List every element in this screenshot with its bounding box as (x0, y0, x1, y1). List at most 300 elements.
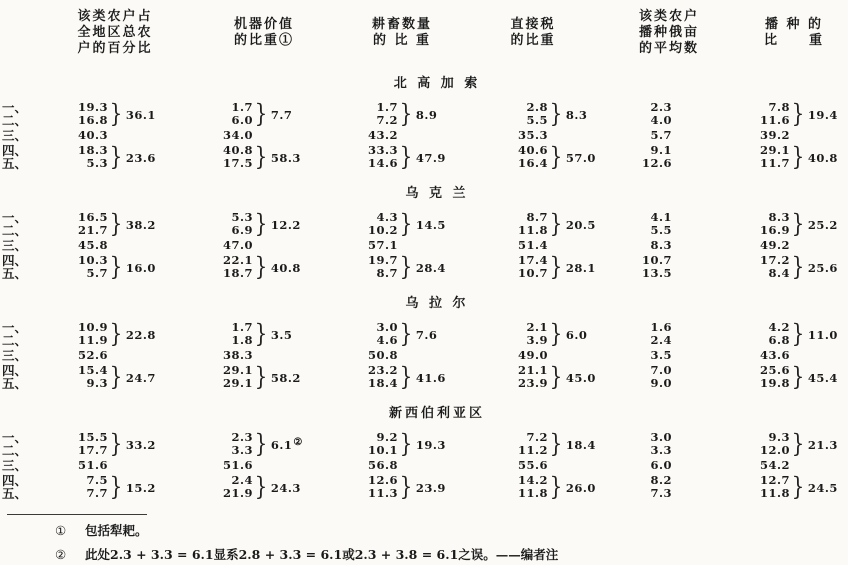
value-stack (480, 321, 548, 347)
value: 9.3 (86, 376, 108, 390)
value: 2.1 (526, 320, 548, 334)
value: 10.7 (641, 253, 672, 267)
value-group (740, 101, 848, 127)
sum-group (108, 321, 157, 347)
value-stack (480, 101, 548, 127)
value: 21.7 (77, 223, 108, 237)
value-group (740, 239, 848, 252)
column-header-sown-share (740, 6, 848, 60)
sum-group (398, 364, 447, 390)
label-group (2, 129, 40, 142)
value: 7.8 (768, 100, 790, 114)
value: 8.7 (376, 266, 398, 280)
value: 23.2 (367, 363, 398, 377)
sum-group (253, 101, 293, 127)
row-label: 三、 (2, 238, 28, 253)
value-group (480, 254, 622, 280)
value: 16.4 (517, 156, 548, 170)
value: 39.2 (759, 128, 790, 142)
value-stack (338, 211, 398, 237)
footnote-2-text: 此处2.3 + 3.3 = 6.1显系2.8 + 3.3 = 6.1或2.3 + 3.8 = 6.1之误。——编者注 (85, 547, 559, 562)
brace-icon: } (109, 362, 123, 391)
pair-sum: 24.3 (270, 480, 301, 495)
pair-sum: 40.8 (270, 260, 301, 275)
value-stack (190, 364, 253, 390)
pair-sum: 38.2 (125, 217, 156, 232)
value-stack (40, 459, 108, 472)
brace-icon: } (109, 319, 123, 348)
value: 9.0 (650, 376, 672, 390)
value: 43.2 (367, 128, 398, 142)
row-label: 四、 (2, 363, 28, 378)
value: 11.8 (517, 223, 548, 237)
value: 1.7 (231, 100, 253, 114)
value-stack (338, 144, 398, 170)
footnote-ref: ② (293, 436, 303, 448)
value: 16.8 (77, 113, 108, 127)
value-stack (740, 239, 790, 252)
value-group (740, 129, 848, 142)
pair-sum: 57.0 (565, 150, 596, 165)
value-stack (740, 364, 790, 390)
value-stack (480, 211, 548, 237)
brace-icon: } (791, 429, 805, 458)
row-labels (0, 321, 40, 390)
value: 23.9 (517, 376, 548, 390)
footnote-1-text: 包括犁耙。 (85, 523, 148, 538)
value-group (40, 254, 190, 280)
data-cell (338, 101, 480, 170)
data-cell (740, 431, 848, 500)
data-cell (190, 211, 338, 280)
data-cell (740, 321, 848, 390)
pair-sum: 25.6 (807, 260, 838, 275)
value-stack (190, 239, 253, 252)
sum-group (253, 364, 302, 390)
value: 12.7 (759, 473, 790, 487)
value-group (480, 459, 622, 472)
value-group (480, 474, 622, 500)
value: 9.1 (650, 143, 672, 157)
value-stack (338, 129, 398, 142)
table-body (0, 76, 848, 500)
label-stack (2, 129, 38, 142)
data-cell (740, 101, 848, 170)
value: 5.7 (650, 128, 672, 142)
value: 2.8 (526, 100, 548, 114)
value-group (480, 101, 622, 127)
label-group (2, 101, 40, 127)
value: 55.6 (517, 458, 548, 472)
value: 16.9 (759, 223, 790, 237)
pair-sum: 28.1 (565, 260, 596, 275)
value: 3.0 (376, 320, 398, 334)
section-rows (0, 211, 848, 280)
region-section (0, 76, 848, 170)
value-stack (740, 459, 790, 472)
value-stack (622, 129, 672, 142)
value-group (338, 101, 480, 127)
brace-icon: } (109, 99, 123, 128)
data-cell (40, 101, 190, 170)
data-cell (480, 431, 622, 500)
value-stack (480, 349, 548, 362)
label-stack (2, 364, 38, 390)
brace-icon: } (549, 252, 563, 281)
value-group (338, 459, 480, 472)
header-spacer (0, 6, 40, 60)
column-header-machine-value (190, 6, 338, 60)
brace-icon: } (399, 142, 413, 171)
value-group (338, 349, 480, 362)
value-stack (338, 101, 398, 127)
pair-sum: 33.2 (125, 437, 156, 452)
region-title: 乌 拉 尔 (405, 296, 469, 311)
data-cell (40, 211, 190, 280)
value: 18.4 (367, 376, 398, 390)
value: 6.8 (768, 333, 790, 347)
header-line: 播种俄亩 (638, 25, 699, 40)
value-stack (622, 474, 672, 500)
value-group (338, 129, 480, 142)
pair-sum: 21.3 (807, 437, 838, 452)
value: 12.6 (641, 156, 672, 170)
brace-icon: } (791, 319, 805, 348)
label-group (2, 474, 40, 500)
value: 12.0 (759, 443, 790, 457)
value-stack (338, 364, 398, 390)
pair-sum: 25.2 (807, 217, 838, 232)
value: 4.0 (650, 113, 672, 127)
value: 10.3 (77, 253, 108, 267)
pair-sum: 8.3 (565, 107, 588, 122)
sum-group (548, 254, 597, 280)
value-group (40, 349, 190, 362)
value: 12.6 (367, 473, 398, 487)
value-stack (740, 144, 790, 170)
value: 9.3 (768, 430, 790, 444)
value: 2.4 (650, 333, 672, 347)
value: 3.9 (526, 333, 548, 347)
value-group (622, 431, 740, 457)
region-section (0, 406, 848, 500)
value-group (622, 254, 740, 280)
data-cell (740, 211, 848, 280)
header-line: 的平均数 (638, 41, 699, 56)
value-group (40, 431, 190, 457)
header-line: 该类农户 (638, 9, 699, 24)
value-stack (622, 254, 672, 280)
value-stack (480, 239, 548, 252)
sum-group (548, 364, 597, 390)
value: 34.0 (222, 128, 253, 142)
value: 3.3 (231, 443, 253, 457)
value: 11.3 (367, 486, 398, 500)
footnote-1-marker: ① (55, 523, 67, 538)
value-stack (740, 474, 790, 500)
value: 10.9 (77, 320, 108, 334)
row-label: 五、 (2, 266, 28, 281)
sum-group (790, 254, 839, 280)
label-group (2, 364, 40, 390)
value: 8.7 (526, 210, 548, 224)
row-label: 四、 (2, 143, 28, 158)
pair-sum: 12.2 (270, 217, 301, 232)
value-group (740, 321, 848, 347)
value-group (480, 364, 622, 390)
value: 15.4 (77, 363, 108, 377)
brace-icon: } (791, 252, 805, 281)
value-group (40, 364, 190, 390)
value: 5.7 (86, 266, 108, 280)
value: 38.3 (222, 348, 253, 362)
value: 8.3 (650, 238, 672, 252)
value: 6.9 (231, 223, 253, 237)
brace-icon: } (791, 209, 805, 238)
value-group (40, 129, 190, 142)
pair-sum: 23.9 (415, 480, 446, 495)
value: 56.8 (367, 458, 398, 472)
value: 40.6 (517, 143, 548, 157)
value-group (480, 349, 622, 362)
value-stack (622, 101, 672, 127)
value-stack (740, 349, 790, 362)
value: 4.3 (376, 210, 398, 224)
data-cell (190, 431, 338, 500)
row-label: 三、 (2, 128, 28, 143)
brace-icon: } (549, 209, 563, 238)
pair-sum: 19.3 (415, 437, 446, 452)
label-stack (2, 239, 38, 252)
value: 51.6 (77, 458, 108, 472)
value: 7.3 (650, 486, 672, 500)
value: 15.5 (77, 430, 108, 444)
value: 43.6 (759, 348, 790, 362)
value-stack (480, 144, 548, 170)
value: 11.7 (759, 156, 790, 170)
value-group (740, 474, 848, 500)
header-line: 户的百分比 (77, 41, 153, 56)
value: 21.1 (517, 363, 548, 377)
table-header-row (0, 0, 848, 60)
value-group (622, 101, 740, 127)
sum-group (108, 431, 157, 457)
brace-icon: } (109, 429, 123, 458)
value-stack (740, 254, 790, 280)
value-group (740, 364, 848, 390)
value: 7.7 (86, 486, 108, 500)
sum-group (398, 474, 447, 500)
value: 40.8 (222, 143, 253, 157)
value: 51.6 (222, 458, 253, 472)
header-line: 全地区总农 (77, 25, 153, 40)
brace-icon: } (791, 472, 805, 501)
pair-sum: 19.4 (807, 107, 838, 122)
value: 19.3 (77, 100, 108, 114)
sum-group (790, 474, 839, 500)
data-cell (480, 211, 622, 280)
column-header-draft-animals (338, 6, 480, 60)
value: 2.4 (231, 473, 253, 487)
data-cell (622, 321, 740, 390)
row-labels (0, 431, 40, 500)
header-line: 的 比 重 (372, 33, 432, 48)
value-group (740, 144, 848, 170)
sum-group (253, 431, 302, 457)
brace-icon: } (254, 142, 268, 171)
sum-group (108, 474, 157, 500)
sum-group (398, 101, 438, 127)
value-stack (40, 364, 108, 390)
value-group (480, 431, 622, 457)
data-cell (338, 211, 480, 280)
label-stack (2, 474, 38, 500)
value: 35.3 (517, 128, 548, 142)
value-group (40, 239, 190, 252)
brace-icon: } (549, 319, 563, 348)
brace-icon: } (791, 362, 805, 391)
label-stack (2, 254, 38, 280)
label-stack (2, 101, 38, 127)
data-cell (40, 321, 190, 390)
value-stack (622, 321, 672, 347)
brace-icon: } (254, 362, 268, 391)
value-stack (622, 211, 672, 237)
sum-group (253, 211, 302, 237)
column-header-direct-tax (480, 6, 622, 60)
value: 52.6 (77, 348, 108, 362)
pair-sum: 45.4 (807, 370, 838, 385)
pair-sum: 40.8 (807, 150, 838, 165)
value: 14.6 (367, 156, 398, 170)
data-cell (40, 431, 190, 500)
data-cell (480, 101, 622, 170)
row-labels (0, 211, 40, 280)
value: 33.3 (367, 143, 398, 157)
row-label: 二、 (2, 223, 28, 238)
pair-sum: 7.7 (270, 107, 293, 122)
value-stack (622, 459, 672, 472)
value: 57.1 (367, 238, 398, 252)
header-line: 机器价值 (233, 17, 294, 32)
value-group (40, 101, 190, 127)
column-header-avg-sown-dessiatinas (622, 6, 740, 60)
value-stack (622, 364, 672, 390)
pair-sum: 24.5 (807, 480, 838, 495)
section-rows (0, 321, 848, 390)
value-stack (480, 129, 548, 142)
row-label: 五、 (2, 376, 28, 391)
row-label: 一、 (2, 100, 28, 115)
sum-group (253, 254, 302, 280)
pair-sum: 28.4 (415, 260, 446, 275)
value-stack (338, 239, 398, 252)
brace-icon: } (549, 472, 563, 501)
value-stack (190, 254, 253, 280)
brace-icon: } (254, 319, 268, 348)
value-stack (622, 349, 672, 362)
value-stack (40, 321, 108, 347)
value-group (622, 211, 740, 237)
pair-sum: 58.2 (270, 370, 301, 385)
value-group (40, 474, 190, 500)
sum-group (548, 474, 597, 500)
header-line: 比 重 (763, 33, 824, 48)
value-stack (190, 459, 253, 472)
label-stack (2, 459, 38, 472)
label-group (2, 239, 40, 252)
row-label: 三、 (2, 458, 28, 473)
value: 3.3 (650, 443, 672, 457)
footnotes (0, 514, 848, 563)
value-group (338, 254, 480, 280)
value-group (338, 321, 480, 347)
value: 54.2 (759, 458, 790, 472)
value-group (40, 211, 190, 237)
value: 17.7 (77, 443, 108, 457)
label-group (2, 211, 40, 237)
brace-icon: } (109, 142, 123, 171)
value-stack (740, 431, 790, 457)
value: 1.6 (650, 320, 672, 334)
value: 50.8 (367, 348, 398, 362)
value-stack (480, 254, 548, 280)
value: 4.6 (376, 333, 398, 347)
label-stack (2, 211, 38, 237)
row-label: 一、 (2, 320, 28, 335)
value: 11.8 (759, 486, 790, 500)
brace-icon: } (399, 252, 413, 281)
value: 18.7 (222, 266, 253, 280)
value-group (622, 364, 740, 390)
value-group (338, 144, 480, 170)
value-stack (338, 254, 398, 280)
value: 47.0 (222, 238, 253, 252)
sum-group (398, 431, 447, 457)
sum-group (548, 144, 597, 170)
value: 21.9 (222, 486, 253, 500)
value: 10.7 (517, 266, 548, 280)
pair-sum: 26.0 (565, 480, 596, 495)
value-stack (40, 144, 108, 170)
row-label: 一、 (2, 210, 28, 225)
pair-sum: 47.9 (415, 150, 446, 165)
sum-group (790, 321, 839, 347)
sum-group (108, 364, 157, 390)
value-stack (338, 321, 398, 347)
value: 6.0 (650, 458, 672, 472)
value-stack (190, 101, 253, 127)
label-stack (2, 144, 38, 170)
region-title: 乌 克 兰 (405, 186, 469, 201)
value-stack (740, 321, 790, 347)
value: 4.2 (768, 320, 790, 334)
brace-icon: } (109, 472, 123, 501)
value-group (40, 321, 190, 347)
value: 7.0 (650, 363, 672, 377)
header-line: 的比重① (233, 33, 294, 48)
footnote-divider (7, 514, 147, 515)
value: 3.5 (650, 348, 672, 362)
value-stack (338, 459, 398, 472)
value-stack (190, 431, 253, 457)
label-stack (2, 431, 38, 457)
value-group (190, 129, 338, 142)
label-group (2, 254, 40, 280)
label-group (2, 459, 40, 472)
value: 10.2 (367, 223, 398, 237)
value: 8.2 (650, 473, 672, 487)
